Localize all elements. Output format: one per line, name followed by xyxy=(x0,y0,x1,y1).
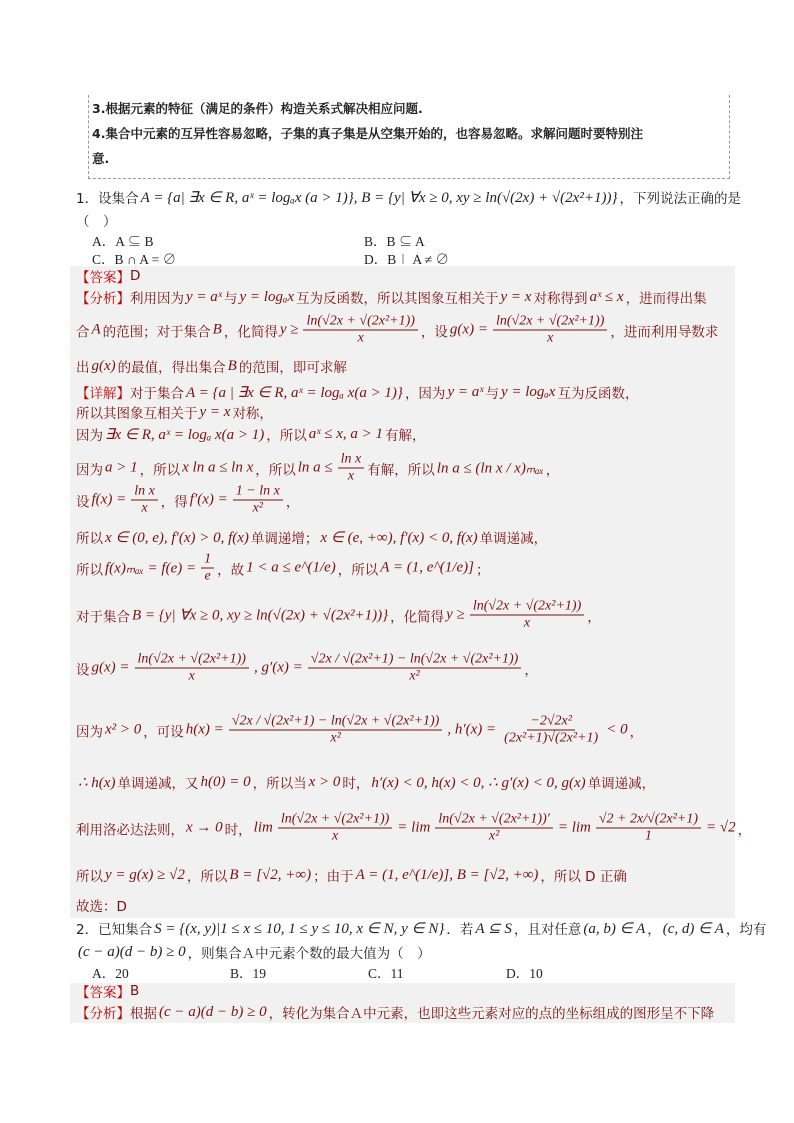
content-line xyxy=(76,772,655,792)
content-line xyxy=(76,187,741,207)
numerator: ln x xyxy=(131,484,158,501)
text: ，进而得出集 xyxy=(625,291,707,307)
denominator: x xyxy=(357,330,364,346)
text: ， xyxy=(737,822,752,838)
math-expression: , g′(x) = xyxy=(253,659,303,676)
fraction xyxy=(493,314,607,347)
fraction xyxy=(229,714,443,747)
tip-4: 4.集合中元素的互异性容易忽略，子集的真子集是从空集开始的，也容易忽略。求解问题时要特别注 xyxy=(92,126,643,141)
math-expression: B = {y| ∀x ≥ 0, xy ≥ ln(√(2x) + √(2x²+1))} xyxy=(132,607,389,624)
text: ， xyxy=(285,494,300,510)
text: 对称得到 xyxy=(533,291,588,307)
math-expression: A xyxy=(91,321,101,338)
tip-3: 3.根据元素的特征（满足的条件）构造关系式解决相应问题. xyxy=(92,101,423,116)
denominator: x² xyxy=(488,828,500,844)
denominator: x xyxy=(331,828,339,844)
math-expression: 1 < a ≤ e^(1/e) xyxy=(246,559,336,576)
text: ，设 xyxy=(420,324,448,340)
text: 故选：D xyxy=(76,899,127,915)
math-expression: ∴ h(x) xyxy=(78,774,116,791)
math-expression: ln a ≤ (ln x / x)ₘₐₓ xyxy=(436,460,544,477)
numerator: √2x / √(2x²+1) − ln(√2x + √(2x²+1)) xyxy=(308,652,522,669)
text: 所以 xyxy=(76,531,103,547)
fraction xyxy=(501,714,601,747)
text: 所以 xyxy=(76,562,103,578)
text: 的范围，即可求解 xyxy=(238,360,347,376)
math-expression: h(0) = 0 xyxy=(200,773,251,790)
math-expression: = √2 xyxy=(705,819,736,836)
answer-option: A．A ⊆ B xyxy=(92,234,154,249)
text: ，下列说法正确的是 xyxy=(619,191,741,207)
text: B xyxy=(130,983,140,999)
section-label: 【分析】 xyxy=(76,291,130,307)
math-expression: S = {(x, y)|1 ≤ x ≤ 10, 1 ≤ y ≤ 10, x ∈ N, y ∈ N} xyxy=(154,920,445,937)
text: 对于集合 xyxy=(76,609,130,625)
text: ，且对任意 xyxy=(513,922,582,938)
math-expression: g(x) = xyxy=(449,321,488,338)
text: 设 xyxy=(76,494,90,510)
text: 利用洛必达法则， xyxy=(76,822,184,838)
denominator: x xyxy=(188,668,195,684)
text: 根据 xyxy=(130,1006,157,1022)
fraction xyxy=(201,552,214,585)
content-line xyxy=(76,484,299,517)
math-expression: x² > 0 xyxy=(105,721,142,738)
text: ，所以 D 正确 xyxy=(540,869,627,885)
math-expression: , h′(x) = xyxy=(447,721,497,738)
text: 的最值，得出集合 xyxy=(117,360,226,376)
content-line xyxy=(76,527,547,547)
math-expression: = lim xyxy=(557,819,591,836)
numerator: 1 xyxy=(201,552,214,569)
denominator: x² xyxy=(252,500,263,516)
text: ，化简得 xyxy=(390,609,445,625)
text: （ ） xyxy=(76,214,117,230)
numerator: ln(√2x + √(2x²+1)) xyxy=(493,314,607,331)
text: ，得 xyxy=(160,494,188,510)
math-expression: = lim xyxy=(397,819,431,836)
fraction xyxy=(278,812,392,845)
math-expression: (c − a)(d − b) ≥ 0 xyxy=(159,1003,267,1020)
text: 时， xyxy=(224,822,252,838)
text: ， xyxy=(545,462,560,478)
content-line xyxy=(76,865,627,885)
math-expression: y ≥ xyxy=(446,606,465,623)
math-expression: B = [√2, +∞) xyxy=(229,866,312,883)
math-expression: f(x)ₘₐₓ = f(e) = xyxy=(105,560,197,577)
numerator: √2 + 2x/√(2x²+1) xyxy=(596,812,701,829)
text: ，所以 xyxy=(139,462,181,478)
text: 所以其图象互相关于 xyxy=(76,406,198,422)
text: ；由于 xyxy=(313,869,354,885)
content-line xyxy=(76,942,431,962)
fraction xyxy=(303,314,417,347)
section-label: 【详解】 xyxy=(76,386,130,402)
math-expression: f(x) = xyxy=(91,491,127,508)
math-expression: A = {a | ∃x ∈ R, aˣ = logₐ x(a > 1)} xyxy=(186,384,403,401)
content-line xyxy=(92,248,636,268)
text: 与 xyxy=(224,291,238,307)
content-line xyxy=(76,552,489,585)
fraction xyxy=(135,652,249,685)
text: 2．已知集合 xyxy=(76,922,153,938)
text: ，进而利用导数求 xyxy=(610,324,719,340)
denominator: x² xyxy=(330,730,341,746)
text: 出 xyxy=(76,360,90,376)
fraction xyxy=(435,812,553,845)
denominator: x xyxy=(547,330,554,346)
content-line xyxy=(76,402,273,422)
content-line xyxy=(76,981,139,1001)
text: 互为反函数， xyxy=(557,386,639,402)
text: ， xyxy=(629,724,644,740)
math-expression: y = x xyxy=(199,403,231,420)
math-expression: aˣ ≤ x xyxy=(589,288,624,305)
numerator: ln(√2x + √(2x²+1))′ xyxy=(435,812,553,829)
text: 利用因为 xyxy=(130,291,184,307)
math-expression: (c − a)(d − b) ≥ 0 xyxy=(78,943,186,960)
text: 因为 xyxy=(76,428,103,444)
fraction xyxy=(308,652,522,685)
answer-option: C．B ∩ A = ∅ xyxy=(92,252,177,267)
text: 的范围；对于集合 xyxy=(102,324,211,340)
text: ，所以 xyxy=(337,562,379,578)
content-line xyxy=(76,382,638,402)
text: 单调递减， xyxy=(479,531,548,547)
numerator: ln(√2x + √(2x²+1)) xyxy=(303,314,417,331)
section-label: 【答案】 xyxy=(76,985,130,1001)
math-expression: A = {a| ∃x ∈ R, aˣ = logₐx (a > 1)}, B = {y| ∀x ≥ 0, xy ≥ ln(√(2x) + √(2x²+1))} xyxy=(140,189,618,206)
math-expression: y = logₐx xyxy=(239,288,295,305)
content-line xyxy=(76,210,117,230)
text: ，均有 xyxy=(725,922,767,938)
math-expression: h′(x) < 0, h(x) < 0, ∴ g′(x) < 0, g(x) xyxy=(371,774,586,791)
text: ．若 xyxy=(446,922,474,938)
section-label: 【分析】 xyxy=(76,1006,130,1022)
text: 因为 xyxy=(76,724,103,740)
numerator: ln(√2x + √(2x²+1)) xyxy=(278,812,392,829)
denominator: x xyxy=(347,468,355,484)
content-line xyxy=(76,452,559,485)
content-line xyxy=(76,266,140,286)
text: ，化简得 xyxy=(223,324,278,340)
fraction xyxy=(131,484,158,517)
math-expression: lim xyxy=(253,819,273,836)
text: ，可设 xyxy=(143,724,184,740)
math-expression: < 0 xyxy=(606,721,628,738)
text: ； xyxy=(475,562,490,578)
answer-option: D．B∣ A ≠ ∅ xyxy=(364,252,450,267)
content-line xyxy=(76,356,347,376)
math-expression: A ⊆ S xyxy=(475,920,512,937)
math-expression: y = aˣ xyxy=(447,383,484,400)
fraction xyxy=(338,452,365,485)
text: 单调递减，又 xyxy=(117,776,199,792)
text: 与 xyxy=(485,386,499,402)
text: ，因为 xyxy=(404,386,446,402)
text: 有解， xyxy=(385,428,426,444)
numerator: ln(√2x + √(2x²+1)) xyxy=(135,652,249,669)
math-expression: A = (1, e^(1/e)], B = [√2, +∞) xyxy=(355,866,539,883)
content-line xyxy=(76,1002,714,1022)
math-expression: g(x) = xyxy=(91,659,130,676)
content-line xyxy=(92,230,636,250)
math-expression: y = logₐx xyxy=(500,383,556,400)
denominator: e xyxy=(204,568,211,584)
numerator: ln x xyxy=(338,452,365,469)
text: 因为 xyxy=(76,462,103,478)
text: 互为反函数，所以其图象互相关于 xyxy=(296,291,499,307)
content-line xyxy=(76,812,751,845)
math-expression: B xyxy=(212,321,222,338)
answer-option: D．10 xyxy=(506,966,543,981)
section-label: 【答案】 xyxy=(76,270,130,286)
math-expression: x ∈ (0, e), f′(x) > 0, f(x) xyxy=(105,529,249,546)
text: ，转化为集合Ａ中元素，也即这些元素对应的点的坐标组成的图形呈不下降 xyxy=(268,1006,715,1022)
text: 合 xyxy=(76,324,90,340)
math-expression: x ∈ (e, +∞), f′(x) < 0, f(x) xyxy=(320,529,478,546)
math-expression: y = aˣ xyxy=(186,288,223,305)
text: D xyxy=(130,268,141,284)
math-expression: y = x xyxy=(500,288,532,305)
fraction xyxy=(233,484,283,517)
content-line xyxy=(76,652,538,685)
math-expression: ln a ≤ xyxy=(297,459,333,476)
tip-4-cont: 意. xyxy=(92,151,110,166)
text: ，所以当 xyxy=(252,776,307,792)
numerator: √2x / √(2x²+1) − ln(√2x + √(2x²+1)) xyxy=(229,714,443,731)
math-expression: y = g(x) ≥ √2 xyxy=(105,866,185,883)
content-line xyxy=(76,424,426,444)
text: 单调递增； xyxy=(250,531,319,547)
denominator: (2x²+1)√(2x²+1) xyxy=(504,730,599,746)
content-line xyxy=(76,287,707,307)
text: 有解，所以 xyxy=(367,462,435,478)
numerator: 1 − ln x xyxy=(233,484,283,501)
answer-option: B．19 xyxy=(230,966,267,981)
text: 所以 xyxy=(76,869,103,885)
math-expression: aˣ ≤ x, a > 1 xyxy=(308,425,384,442)
denominator: 1 xyxy=(644,828,652,844)
text: ，故 xyxy=(217,562,245,578)
text: 单调递减， xyxy=(587,776,656,792)
math-expression: B xyxy=(227,357,237,374)
math-expression: A = (1, e^(1/e)] xyxy=(380,559,474,576)
text: 对于集合 xyxy=(130,386,184,402)
content-line xyxy=(92,962,644,982)
text: 时， xyxy=(342,776,370,792)
math-expression: g(x) xyxy=(91,357,116,374)
answer-option: A．20 xyxy=(92,966,129,981)
denominator: x xyxy=(523,615,531,631)
math-expression: x → 0 xyxy=(186,819,223,836)
content-line xyxy=(76,314,718,347)
text: ，所以 xyxy=(186,869,228,885)
content-line xyxy=(76,895,127,915)
math-expression: (a, b) ∈ A xyxy=(583,920,646,937)
text: ， xyxy=(524,662,538,678)
text: 设 xyxy=(76,662,90,678)
answer-option: B．B ⊆ A xyxy=(364,234,425,249)
text: 对称， xyxy=(232,406,273,422)
math-expression: a > 1 xyxy=(105,459,138,476)
math-expression: (c, d) ∈ A xyxy=(662,920,724,937)
math-expression: h(x) = xyxy=(185,721,224,738)
content-line xyxy=(76,714,643,747)
text: ， xyxy=(587,609,601,625)
math-expression: y ≥ xyxy=(279,321,299,338)
text: ， xyxy=(647,922,661,938)
text: 1．设集合 xyxy=(76,191,139,207)
numerator: ln(√2x + √(2x²+1)) xyxy=(470,599,584,616)
answer-option: C．11 xyxy=(368,966,404,981)
text: ，所以 xyxy=(266,428,307,444)
denominator: x xyxy=(141,500,148,516)
denominator: x² xyxy=(409,668,420,684)
text: ，所以 xyxy=(255,462,296,478)
content-line xyxy=(76,599,601,632)
text: ，则集合Ａ中元素个数的最大值为（ ） xyxy=(187,946,431,962)
math-expression: x ln a ≤ ln x xyxy=(182,459,254,476)
numerator: −2√2x² xyxy=(527,714,575,731)
math-expression: ∃x ∈ R, aˣ = logₐ x(a > 1) xyxy=(105,426,265,443)
math-expression: x > 0 xyxy=(308,773,341,790)
fraction xyxy=(470,599,584,632)
math-expression: f′(x) = xyxy=(189,491,228,508)
content-line xyxy=(76,918,766,938)
fraction xyxy=(596,812,701,845)
